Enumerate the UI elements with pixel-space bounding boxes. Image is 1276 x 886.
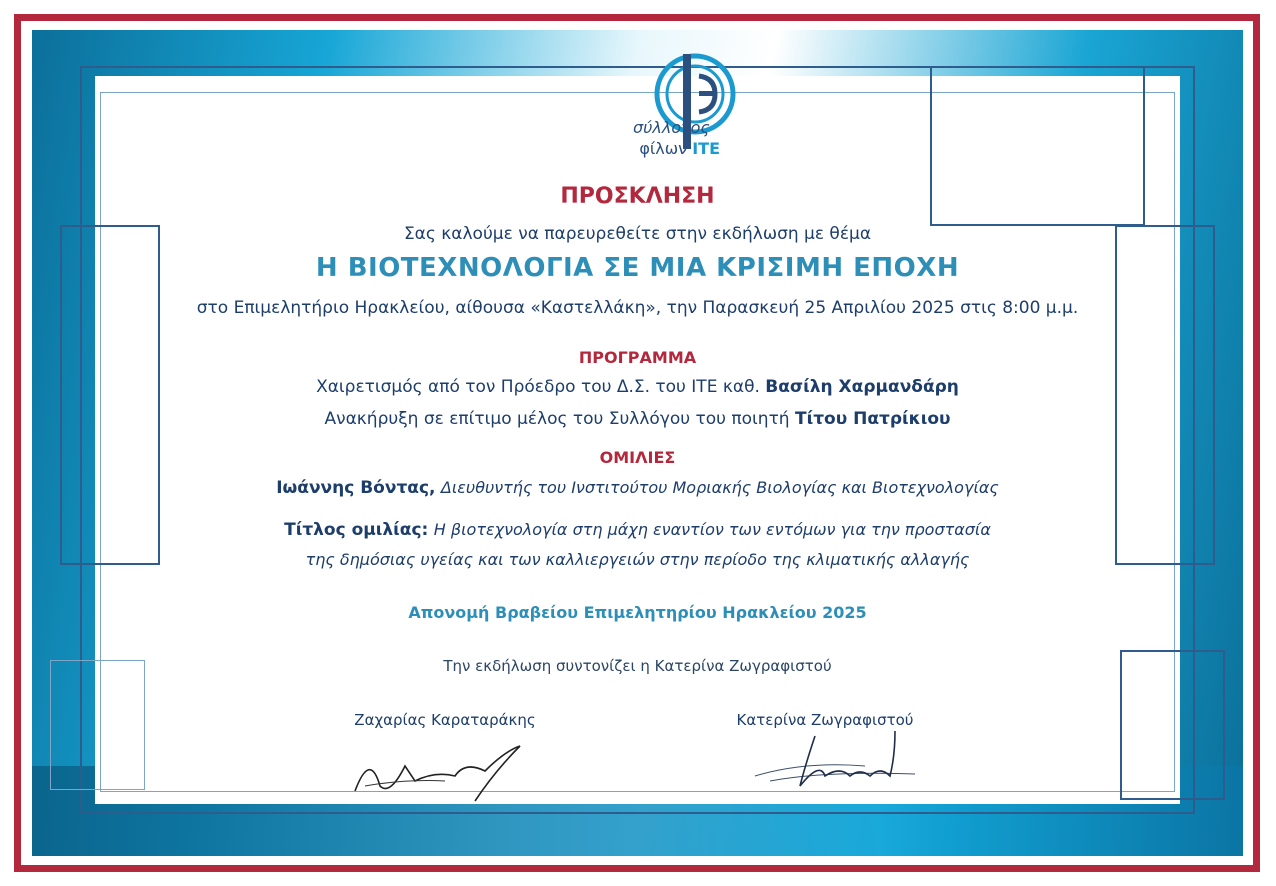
program-item-2-text: Ανακήρυξη σε επίτιμο μέλος του Συλλόγου του ποιητή	[324, 409, 790, 429]
coordinator-text: Την εκδήλωση συντονίζει η Κατερίνα Ζωγραφιστού	[443, 657, 832, 675]
signature-left-icon	[345, 731, 535, 811]
logo-text-brand: ITE	[692, 139, 720, 158]
signature-right-icon	[745, 726, 925, 796]
logo-text-prefix: φίλων	[639, 139, 688, 158]
talk-title-line1: Η βιοτεχνολογία στη μάχη εναντίον των εντόμων για την προστασία	[433, 520, 991, 539]
speaker-line	[95, 478, 1180, 498]
talk-title-line2: της δημόσιας υγείας και των καλλιεργειών στην περίοδο της κλιματικής αλλαγής	[305, 550, 970, 569]
invitation-heading: ΠΡΟΣΚΛΗΣΗ	[560, 184, 715, 209]
talk-label: Τίτλος ομιλίας:	[284, 520, 429, 540]
talk-title-block	[95, 515, 1180, 575]
program-item-1-text: Χαιρετισμός από τον Πρόεδρο του Δ.Σ. του ΙΤΕ καθ.	[316, 377, 760, 397]
signatory-left-name: Ζαχαρίας Καραταράκης	[354, 711, 536, 729]
speaker-role: Διευθυντής του Ινστιτούτου Μοριακής Βιολογίας και Βιοτεχνολογίας	[440, 478, 999, 497]
speaker-name: Ιωάννης Βόντας,	[276, 478, 436, 498]
speeches-heading: ΟΜΙΛΙΕΣ	[599, 448, 676, 467]
award-text: Απονομή Βραβείου Επιμελητηρίου Ηρακλείου 2025	[408, 603, 867, 622]
program-item-2	[95, 409, 1180, 429]
intro-text: Σας καλούμε να παρευρεθείτε στην εκδήλωση με θέμα	[403, 224, 872, 244]
program-item-2-name: Τίτου Πατρίκιου	[794, 409, 951, 429]
logo-text-line1: σύλλογος	[633, 118, 710, 137]
venue-text: στο Επιμελητήριο Ηρακλείου, αίθουσα «Καστελλάκη», την Παρασκευή 25 Απριλίου 2025 στις 8:00 μ.μ.	[196, 298, 1079, 318]
logo-text-line2	[600, 139, 720, 158]
invitation-content	[95, 76, 1180, 804]
signatory-right-name: Κατερίνα Ζωγραφιστού	[736, 711, 914, 729]
program-heading: ΠΡΟΓΡΑΜΜΑ	[578, 348, 697, 367]
program-item-1	[95, 377, 1180, 397]
event-title: Η ΒΙΟΤΕΧΝΟΛΟΓΙΑ ΣΕ ΜΙΑ ΚΡΙΣΙΜΗ ΕΠΟΧΗ	[315, 253, 960, 283]
program-item-1-name: Βασίλη Χαρμανδάρη	[765, 377, 959, 397]
